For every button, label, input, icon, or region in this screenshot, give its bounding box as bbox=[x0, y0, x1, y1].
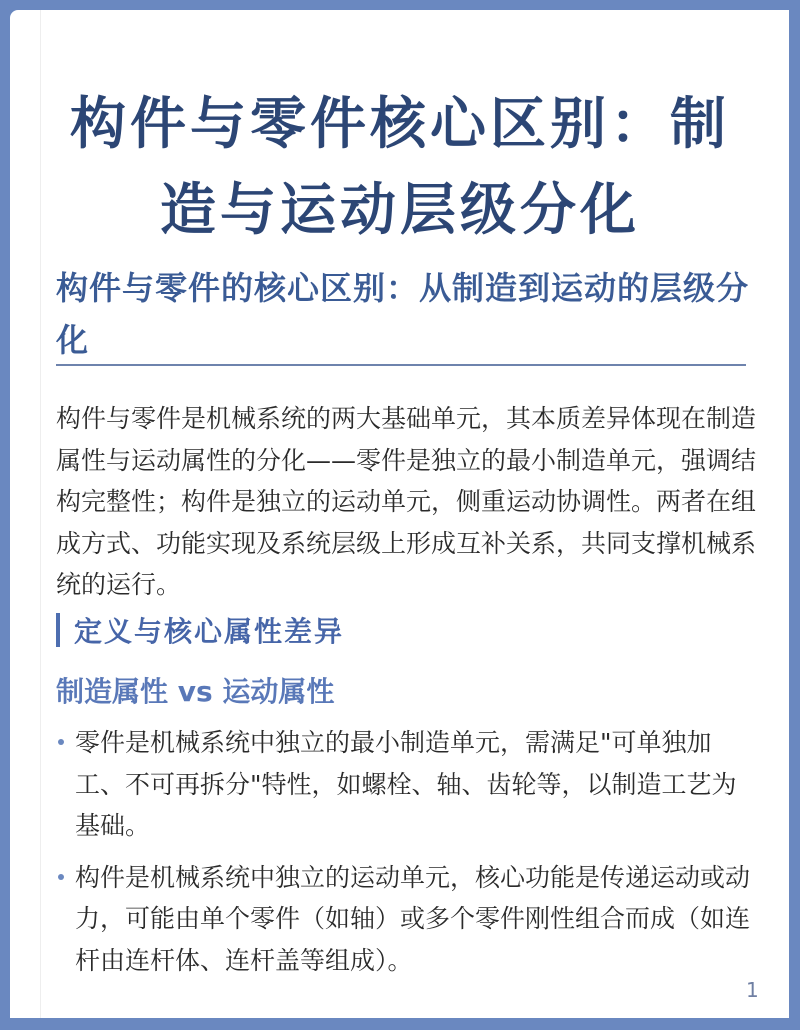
margin-line bbox=[40, 10, 41, 1018]
page-title bbox=[50, 82, 750, 254]
section-heading bbox=[56, 612, 344, 648]
list-item bbox=[56, 857, 756, 982]
list-item-text: 构件是机械系统中独立的运动单元，核心功能是传递运动或动力，可能由单个零件（如轴）或多个零件刚性组合而成（如连杆由连杆体、连杆盖等组成）。 bbox=[75, 862, 751, 975]
bullet-dot-icon bbox=[58, 739, 64, 745]
section-heading-text: 定义与核心属性差异 bbox=[74, 615, 345, 648]
bullet-dot-icon bbox=[58, 874, 64, 880]
article-subtitle: 构件与零件的核心区别：从制造到运动的层级分化 bbox=[56, 269, 750, 359]
list-item bbox=[56, 722, 756, 847]
page-number: 1 bbox=[746, 978, 759, 1002]
intro-paragraph: 构件与零件是机械系统的两大基础单元，其本质差异体现在制造属性与运动属性的分化——零件是独立的最小制造单元，强调结构完整性；构件是独立的运动单元，侧重运动协调性。两者在组成方式、功能实现及系统层级上形成互补关系，共同支撑机械系统的运行。 bbox=[56, 404, 757, 599]
title-line-2: 造与运动层级分化 bbox=[160, 178, 640, 243]
title-line-1: 构件与零件核心区别：制 bbox=[70, 92, 730, 157]
divider bbox=[56, 364, 746, 366]
page-card bbox=[10, 10, 789, 1018]
list-item-text: 零件是机械系统中独立的最小制造单元，需满足"可单独加工、不可再拆分"特性，如螺栓、轴、齿轮等，以制造工艺为基础。 bbox=[75, 728, 737, 840]
bullet-list bbox=[56, 722, 756, 991]
section-bar-icon bbox=[56, 613, 60, 647]
subheading: 制造属性 vs 运动属性 bbox=[56, 675, 335, 708]
